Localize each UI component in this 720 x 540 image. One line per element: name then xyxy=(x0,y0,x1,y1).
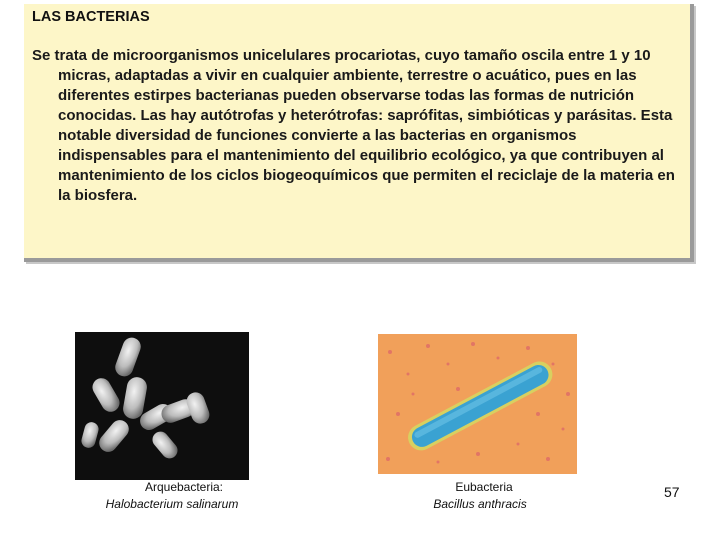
figure-species-bacillus: Bacillus anthracis xyxy=(433,497,527,511)
text-panel xyxy=(24,4,694,262)
bacillus-anthracis-image xyxy=(378,334,577,474)
figure-species-halobacterium: Halobacterium salinarum xyxy=(105,497,239,511)
page-number: 57 xyxy=(664,484,680,500)
panel-body: Se trata de microorganismos unicelulares procariotas, cuyo tamaño oscila entre 1 y 10 micras, adaptadas a vivir en cualquier ambiente, terrestre o acuático, pues en las diferentes estirpes bacterianas pueden observarse todas las formas de nutrición conocidas. Las hay autótrofas y heterótrofas: saprófitas, simbióticas y parásitas. Esta notable diversidad de funciones convierte a las bacterias en organismos indispensables para el mantenimiento del equilibrio ecológico, ya que contribuyen al mantenimiento de los ciclos biogeoquímicos que permiten el reciclaje de la materia en la biosfera. xyxy=(32,47,675,204)
halobacterium-image xyxy=(75,332,249,480)
panel-title: LAS BACTERIAS xyxy=(32,9,150,25)
figure-caption-arqueobacteria: Arquebacteria: xyxy=(144,480,224,494)
figure-caption-eubacteria: Eubacteria xyxy=(455,480,513,494)
